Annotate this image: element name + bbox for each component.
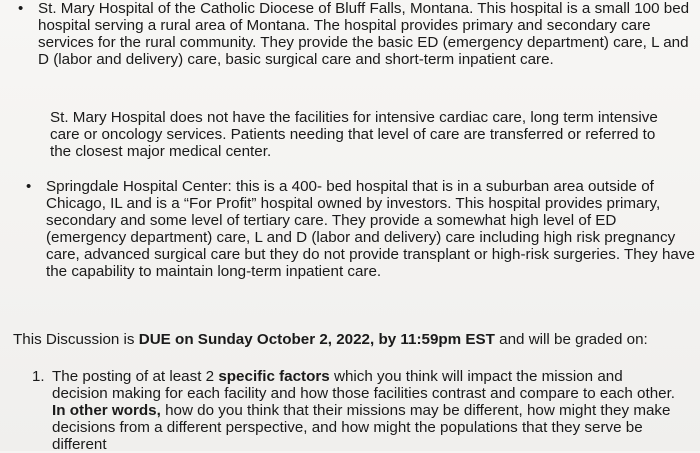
- criteria-bold-factors: specific factors: [218, 368, 330, 385]
- criteria-text-part: The posting of at least 2: [52, 368, 219, 385]
- discussion-prefix: This Discussion is: [13, 331, 139, 348]
- discussion-due-date: DUE on Sunday October 2, 2022, by 11:59pm EST: [138, 331, 495, 348]
- bullet-marker: •: [26, 178, 32, 195]
- criteria-text: [52, 368, 682, 453]
- criteria-bold-in-other-words: In other words,: [52, 402, 161, 419]
- bullet-text-springdale: Springdale Hospital Center: this is a 400- bed hospital that is in a suburban area outside of Chicago, IL and is a “For Profit” hospital owned by investors. This hospital provides primary, secondary and some level of tertiary care. They provide a somewhat high level of ED (emergency department) care, L and D (labor and delivery) care including high risk pregnancy care, advanced surgical care but they do not provide transplant or high-risk surgeries. They have the capability to maintain long-term inpatient care.: [46, 178, 695, 280]
- criteria-text-part: how do you think that their missions may be different, how might they make decisions from a different perspective, and how might the populations that they serve be different: [52, 402, 671, 453]
- st-mary-limitations-paragraph: St. Mary Hospital does not have the facilities for intensive cardiac care, long term intensive care or oncology services. Patients needing that level of care are transferred or referred to the closest major medical center.: [50, 109, 658, 160]
- discussion-due-line: [13, 331, 697, 348]
- bullet-marker: •: [18, 0, 24, 17]
- discussion-suffix: and will be graded on:: [494, 331, 648, 348]
- bullet-text-st-mary: St. Mary Hospital of the Catholic Diocese of Bluff Falls, Montana. This hospital is a small 100 bed hospital serving a rural area of Montana. The hospital provides primary and secondary care services for the rural community. They provide the basic ED (emergency department) care, L and D (labor and delivery) care, basic surgical care and short-term inpatient care.: [38, 0, 690, 68]
- criteria-text-part: which you think will impact the mission and decision making for each facility and how those facilities contrast and compare to each other.: [52, 368, 676, 402]
- criteria-number: 1.: [32, 368, 45, 385]
